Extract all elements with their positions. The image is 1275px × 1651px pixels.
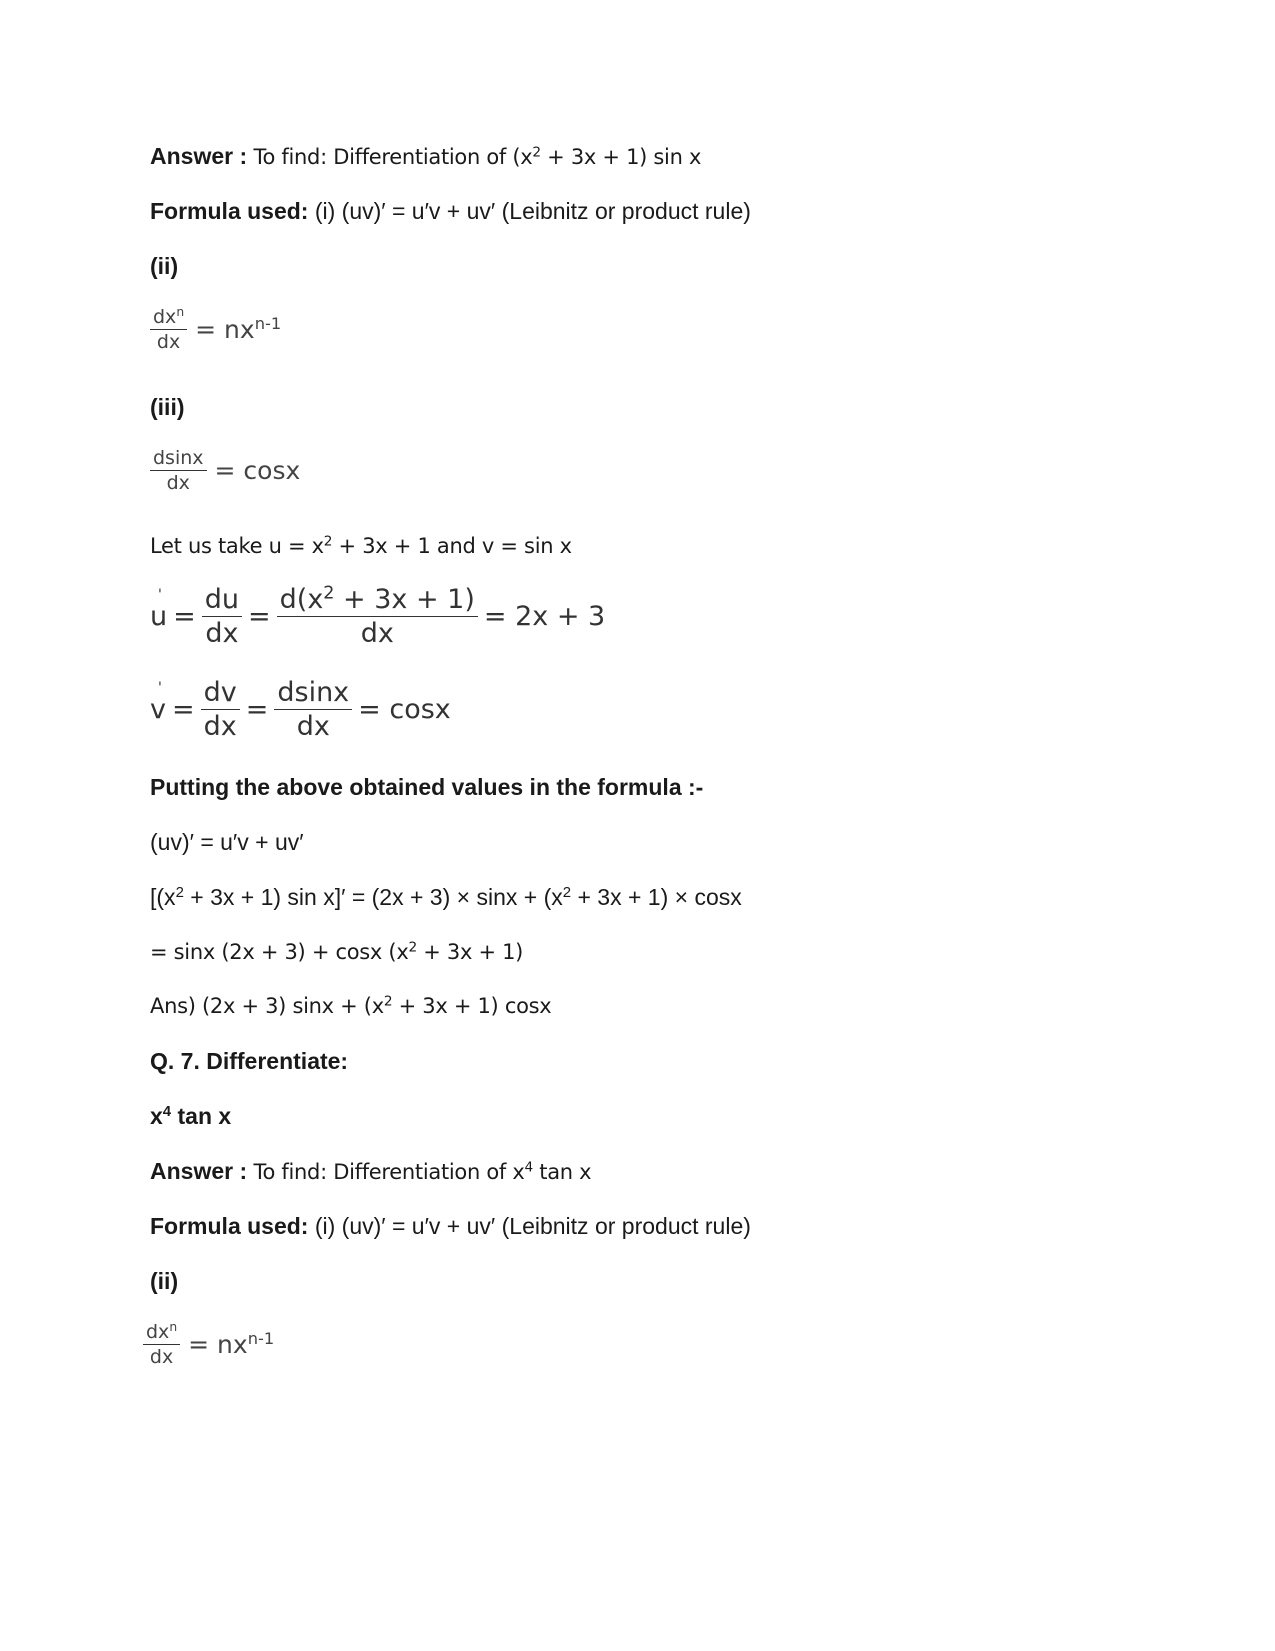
answer-line-2	[150, 1156, 591, 1187]
step-2-line: = sinx (2x + 3) + cosx $(x^2 + 3x + 1)$	[150, 939, 524, 964]
answer-text: To find: Differentiation of $(x^2 + 3x + 1)$ sin x	[247, 144, 702, 169]
formula-text: (i) (uv)′ = u′v + uv′ (Leibnitz or product rule)	[308, 198, 751, 224]
equation-u-prime: u ' = $\frac{du}{dx}$ = $\frac{d(x^2 + 3x + 1)}{dx}$ = 2x + 3	[150, 583, 606, 649]
answer-text: To find: Differentiation of $x^4$ tan x	[247, 1159, 592, 1184]
fraction: $\frac{dsinx}{dx}$	[274, 677, 352, 742]
formula-label: Formula used:	[150, 1213, 309, 1239]
answer-label: Answer :	[150, 143, 248, 169]
equation-power-rule-2: $\frac{dx^n}{dx}$ = $nx^{n-1}$	[143, 1321, 274, 1368]
equation-sin-derivative: $\frac{dsinx}{dx}$ = cosx	[150, 447, 300, 494]
label-iii-1: (iii)	[150, 394, 185, 420]
product-rule-line: (uv)′ = u′v + uv′	[150, 829, 304, 855]
step-1-line: [$(x^2 + 3x + 1)$ $\sin x]' = (2x + 3) \times \sin x + (x^2 + 3x + 1) \times \cos x$	[150, 883, 742, 910]
question-7-heading: Q. 7. Differentiate:	[150, 1048, 349, 1074]
answer-label: Answer :	[150, 1158, 248, 1184]
fraction: $\frac{dx^n}{dx}$	[143, 1321, 180, 1368]
answer-line-1	[150, 141, 701, 172]
final-answer-line: Ans) (2x + 3) $\sin x + (x^2 + 3x + 1)$ cosx	[150, 993, 552, 1018]
formula-line-1	[150, 196, 751, 226]
equation-power-rule-1: $\frac{dx^n}{dx}$ = $nx^{n-1}$	[150, 306, 281, 353]
fraction: $\frac{d(x^2 + 3x + 1)}{dx}$	[277, 584, 478, 649]
question-7-expression: $x^4$ tan x	[150, 1102, 232, 1129]
label-ii-2: (ii)	[150, 1268, 179, 1294]
fraction: $\frac{dx^n}{dx}$	[150, 306, 187, 353]
fraction: $\frac{dsinx}{dx}$	[150, 447, 207, 494]
putting-values-heading: Putting the above obtained values in the formula :-	[150, 774, 704, 800]
formula-text: (i) (uv)′ = u′v + uv′ (Leibnitz or product rule)	[308, 1213, 751, 1239]
formula-label: Formula used:	[150, 198, 309, 224]
fraction: $\frac{du}{dx}$	[202, 584, 242, 649]
equation-v-prime: v ' = $\frac{dv}{dx}$ = $\frac{dsinx}{dx}$ = cosx	[150, 677, 451, 742]
fraction: $\frac{dv}{dx}$	[201, 677, 240, 742]
label-ii-1: (ii)	[150, 253, 179, 279]
let-us-take-line: Let us take $u = x^2 + 3x + 1$ and v = sin x	[150, 533, 572, 558]
formula-line-2	[150, 1211, 751, 1241]
